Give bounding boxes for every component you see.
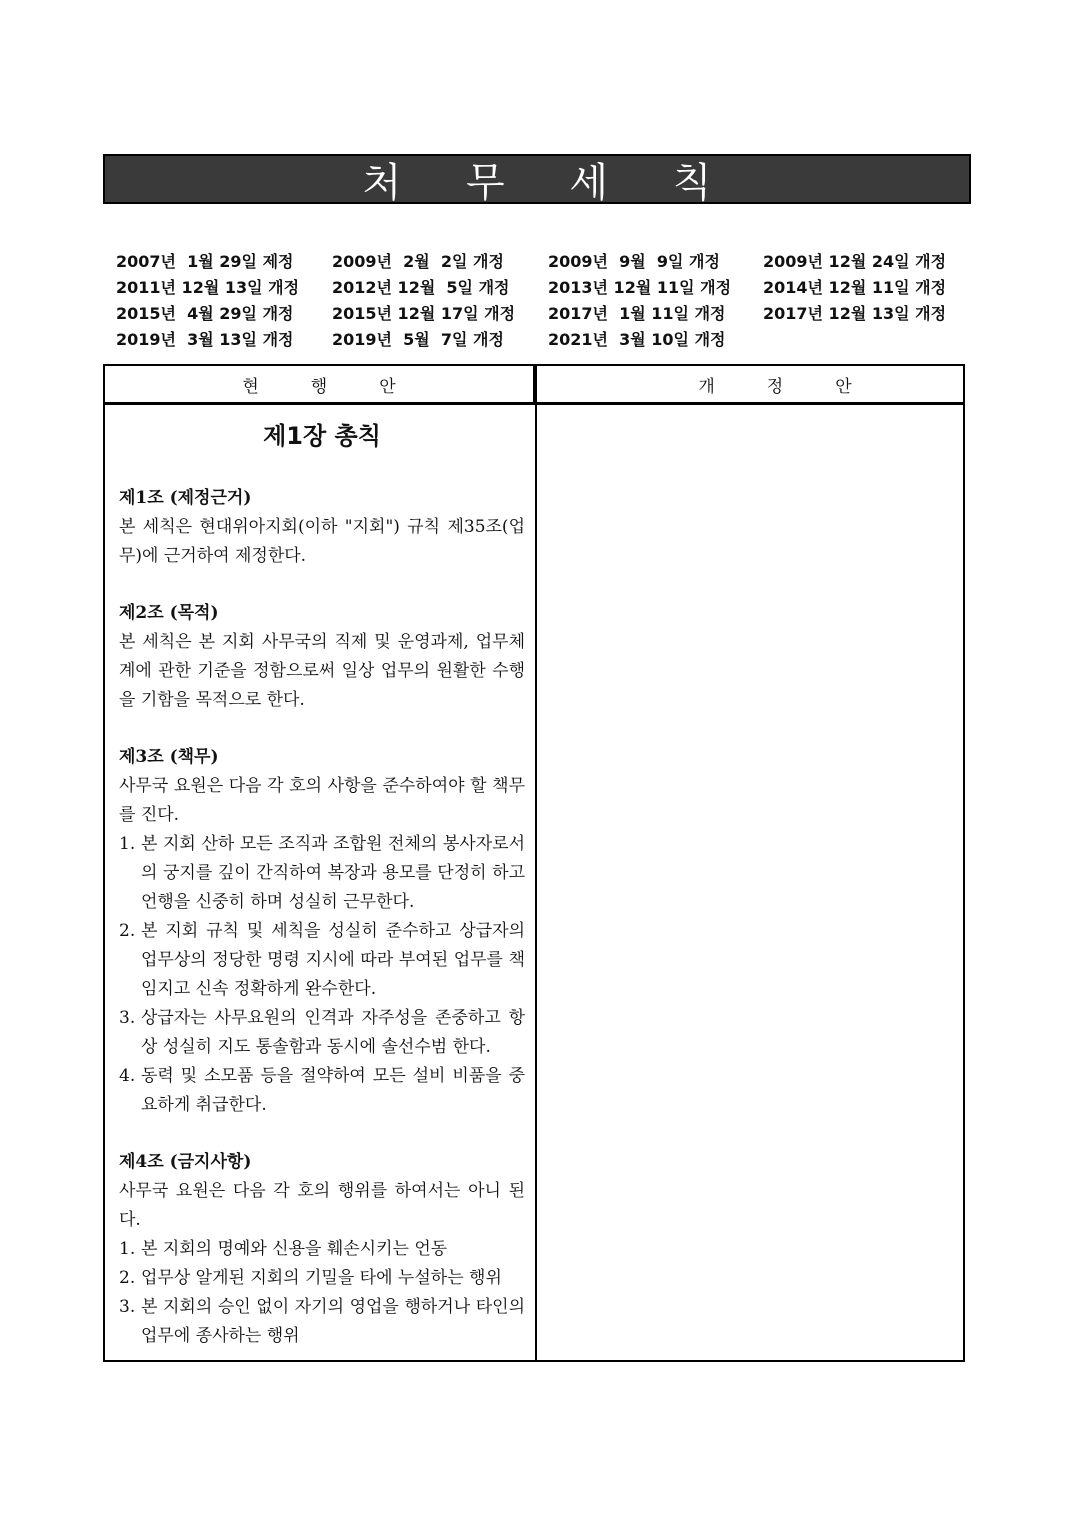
revision-history: [116, 249, 966, 353]
item-number: 1.: [119, 1239, 136, 1259]
list-item: [119, 1264, 525, 1293]
article-title: 제1조 (제정근거): [119, 488, 252, 508]
item-number: 4.: [119, 1066, 136, 1086]
list-item: [119, 1235, 525, 1264]
revision-entry: 2011년 12월 13일 개정: [116, 278, 300, 297]
revision-entry: 2017년 12월 13일 개정: [763, 304, 947, 323]
table-header-row: [105, 366, 963, 405]
article-title: 제4조 (금지사항): [119, 1152, 252, 1172]
revision-entry: 2009년 12월 24일 개정: [763, 252, 947, 271]
item-number: 2.: [119, 1268, 136, 1288]
article-body: 본 세칙은 현대위아지회(이하 "지회") 규칙 제35조(업무)에 근거하여 제정한다.: [119, 517, 525, 566]
list-item: [119, 1004, 525, 1062]
article-body: 본 세칙은 본 지회 사무국의 직제 및 운영과제, 업무체계에 관한 기준을 정함으로써 일상 업무의 원활한 수행을 기함을 목적으로 한다.: [119, 632, 525, 710]
article-body: 사무국 요원은 다음 각 호의 사항을 준수하여야 할 책무를 진다.: [119, 776, 525, 825]
revision-entry: 2012년 12월 5일 개정: [332, 278, 510, 297]
revision-entry: 2019년 3월 13일 개정: [116, 330, 294, 349]
article-title: 제3조 (책무): [119, 747, 219, 767]
list-item: [119, 830, 525, 917]
article-2: [119, 599, 525, 715]
revision-entry: 2015년 4월 29일 개정: [116, 304, 294, 323]
header-current: 현행안: [105, 366, 535, 402]
article-title: 제2조 (목적): [119, 603, 219, 623]
list-item: [119, 1293, 525, 1351]
revision-entry: 2007년 1월 29일 제정: [116, 252, 294, 271]
item-text: 본 지회의 승인 없이 자기의 영업을 행하거나 타인의 업무에 종사하는 행위: [141, 1297, 525, 1346]
item-text: 본 지회의 명예와 신용을 훼손시키는 언동: [141, 1239, 448, 1259]
revision-entry: 2013년 12월 11일 개정: [548, 278, 732, 297]
chapter-heading: 제1장 총칙: [263, 422, 381, 450]
document-title: 처 무 세 칙: [362, 159, 738, 206]
header-revised: 개정안: [698, 376, 904, 397]
item-number: 3.: [119, 1297, 136, 1317]
article-3: [119, 743, 525, 1120]
list-item: [119, 917, 525, 1004]
item-text: 업무상 알게된 지회의 기밀을 타에 누설하는 행위: [141, 1268, 502, 1288]
revision-entry: 2019년 5월 7일 개정: [332, 330, 504, 349]
revision-entry: 2014년 12월 11일 개정: [763, 278, 947, 297]
document-title-bar: [103, 154, 971, 204]
comparison-table: [103, 364, 965, 1362]
revision-entry: 2009년 2월 2일 개정: [332, 252, 504, 271]
revision-entry: 2009년 9월 9일 개정: [548, 252, 720, 271]
item-text: 동력 및 소모품 등을 절약하여 모든 설비 비품을 중요하게 취급한다.: [141, 1066, 525, 1115]
article-4: [119, 1148, 525, 1351]
item-number: 1.: [119, 834, 136, 854]
item-text: 본 지회 규칙 및 세칙을 성실히 준수하고 상급자의 업무상의 정당한 명령 지시에 따라 부여된 업무를 책임지고 신속 정확하게 완수한다.: [141, 921, 525, 999]
current-text-column: [119, 418, 525, 1351]
item-number: 3.: [119, 1008, 136, 1028]
article-1: [119, 484, 525, 571]
item-number: 2.: [119, 921, 136, 941]
item-text: 상급자는 사무요원의 인격과 자주성을 존중하고 항상 성실히 지도 통솔함과 동시에 솔선수범 한다.: [141, 1008, 525, 1057]
item-text: 본 지회 산하 모든 조직과 조합원 전체의 봉사자로서의 궁지를 깊이 간직하여 복장과 용모를 단정히 하고 언행을 신중히 하며 성실히 근무한다.: [141, 834, 525, 912]
list-item: [119, 1062, 525, 1120]
revision-entry: 2015년 12월 17일 개정: [332, 304, 516, 323]
revision-entry: 2017년 1월 11일 개정: [548, 304, 726, 323]
article-body: 사무국 요원은 다음 각 호의 행위를 하여서는 아니 된다.: [119, 1181, 525, 1230]
column-divider: [535, 366, 537, 1360]
revision-entry: 2021년 3월 10일 개정: [548, 330, 726, 349]
